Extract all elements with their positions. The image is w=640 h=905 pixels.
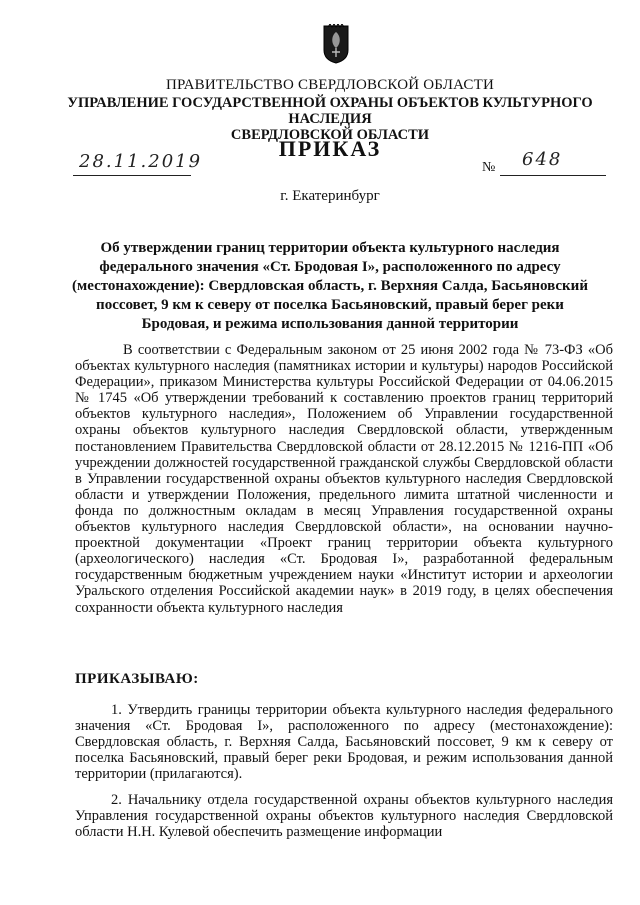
department-name-line2: СВЕРДЛОВСКОЙ ОБЛАСТИ — [230, 127, 430, 143]
document-type: ПРИКАЗ — [278, 136, 382, 161]
number-sign: № — [482, 160, 496, 175]
date-field — [73, 151, 203, 176]
order-item-2-text: Начальнику отдела государственной охраны объектов культурного наследия Управления государственной охраны объектов культурного наследия Свердловской области Н.Н. Кулевой обеспечить размещение информации — [75, 792, 613, 841]
department-name-line1: УПРАВЛЕНИЕ ГОСУДАРСТВЕННОЙ ОХРАНЫ ОБЪЕКТОВ КУЛЬТУРНОГО НАСЛЕДИЯ — [67, 95, 593, 127]
preamble-paragraph: В соответствии с Федеральным законом от 25 июня 2002 года № 73-ФЗ «Об объектах культурного наследия (памятниках истории и культуры) народов Российской Федерации», приказом Министерства культуры Российской Федерации от 04.06.2015 № 1745 «Об утверждении требований к составлению проектов границ территорий объектов культурного наследия», Положением об Управлении государственной охраны объектов культурного наследия Свердловской области, утвержденным постановлением Правительства Свердловской области от 28.12.2015 № 1216-ПП «Об учреждении должностей государственной гражданской службы Свердловской области в Управлении государственной охраны объектов культурного наследия Свердловской области и утверждении Положения, предельного лимита штатной численности и фонда по должностным окладам в месяц Управления государственной охраны объектов культурного наследия Свердловской области», на основании научно-проектной документации «Проект границ территории объекта культурного (археологического) наследия «Ст. Бродовая I», разработанной федеральным государственным бюджетным учреждением науки «Институт истории и археологии Уральского отделения Российской академии наук» в 2019 году, в целях обеспечения сохранности объекта культурного наследия — [75, 342, 613, 616]
coat-of-arms-icon — [323, 24, 349, 64]
handwritten-number: 648 — [522, 149, 563, 170]
number-field — [500, 149, 606, 176]
city: г. Екатеринбург — [280, 188, 380, 204]
order-item-2 — [75, 792, 613, 840]
handwritten-date: 28.11.2019 — [79, 151, 203, 172]
order-item-1-number: 1. — [111, 702, 122, 718]
document-title: Об утверждении границ территории объекта культурного наследия федерального значения «Ст. Бродовая I», расположенного по адресу (местонахождение): Свердловская область, г. Верхняя Салда, Басьяновский поссовет, 9 км к северу от поселка Басьяновский, правый берег реки Бродовая, и режима использования данной территории — [72, 240, 588, 332]
order-heading: ПРИКАЗЫВАЮ: — [75, 671, 199, 687]
order-item-1-text: Утвердить границы территории объекта культурного наследия федерального значения «Ст. Бродовая I», расположенного по адресу (местонахождение): Свердловская область, г. Верхняя Салда, Басьяновский поссовет, 9 км к северу от поселка Басьяновский, правый берег реки Бродовая, и режим использования данной территории (прилагаются). — [75, 702, 614, 783]
government-name: ПРАВИТЕЛЬСТВО СВЕРДЛОВСКОЙ ОБЛАСТИ — [165, 77, 495, 93]
order-item-2-number: 2. — [111, 792, 122, 808]
order-item-1 — [75, 702, 613, 782]
